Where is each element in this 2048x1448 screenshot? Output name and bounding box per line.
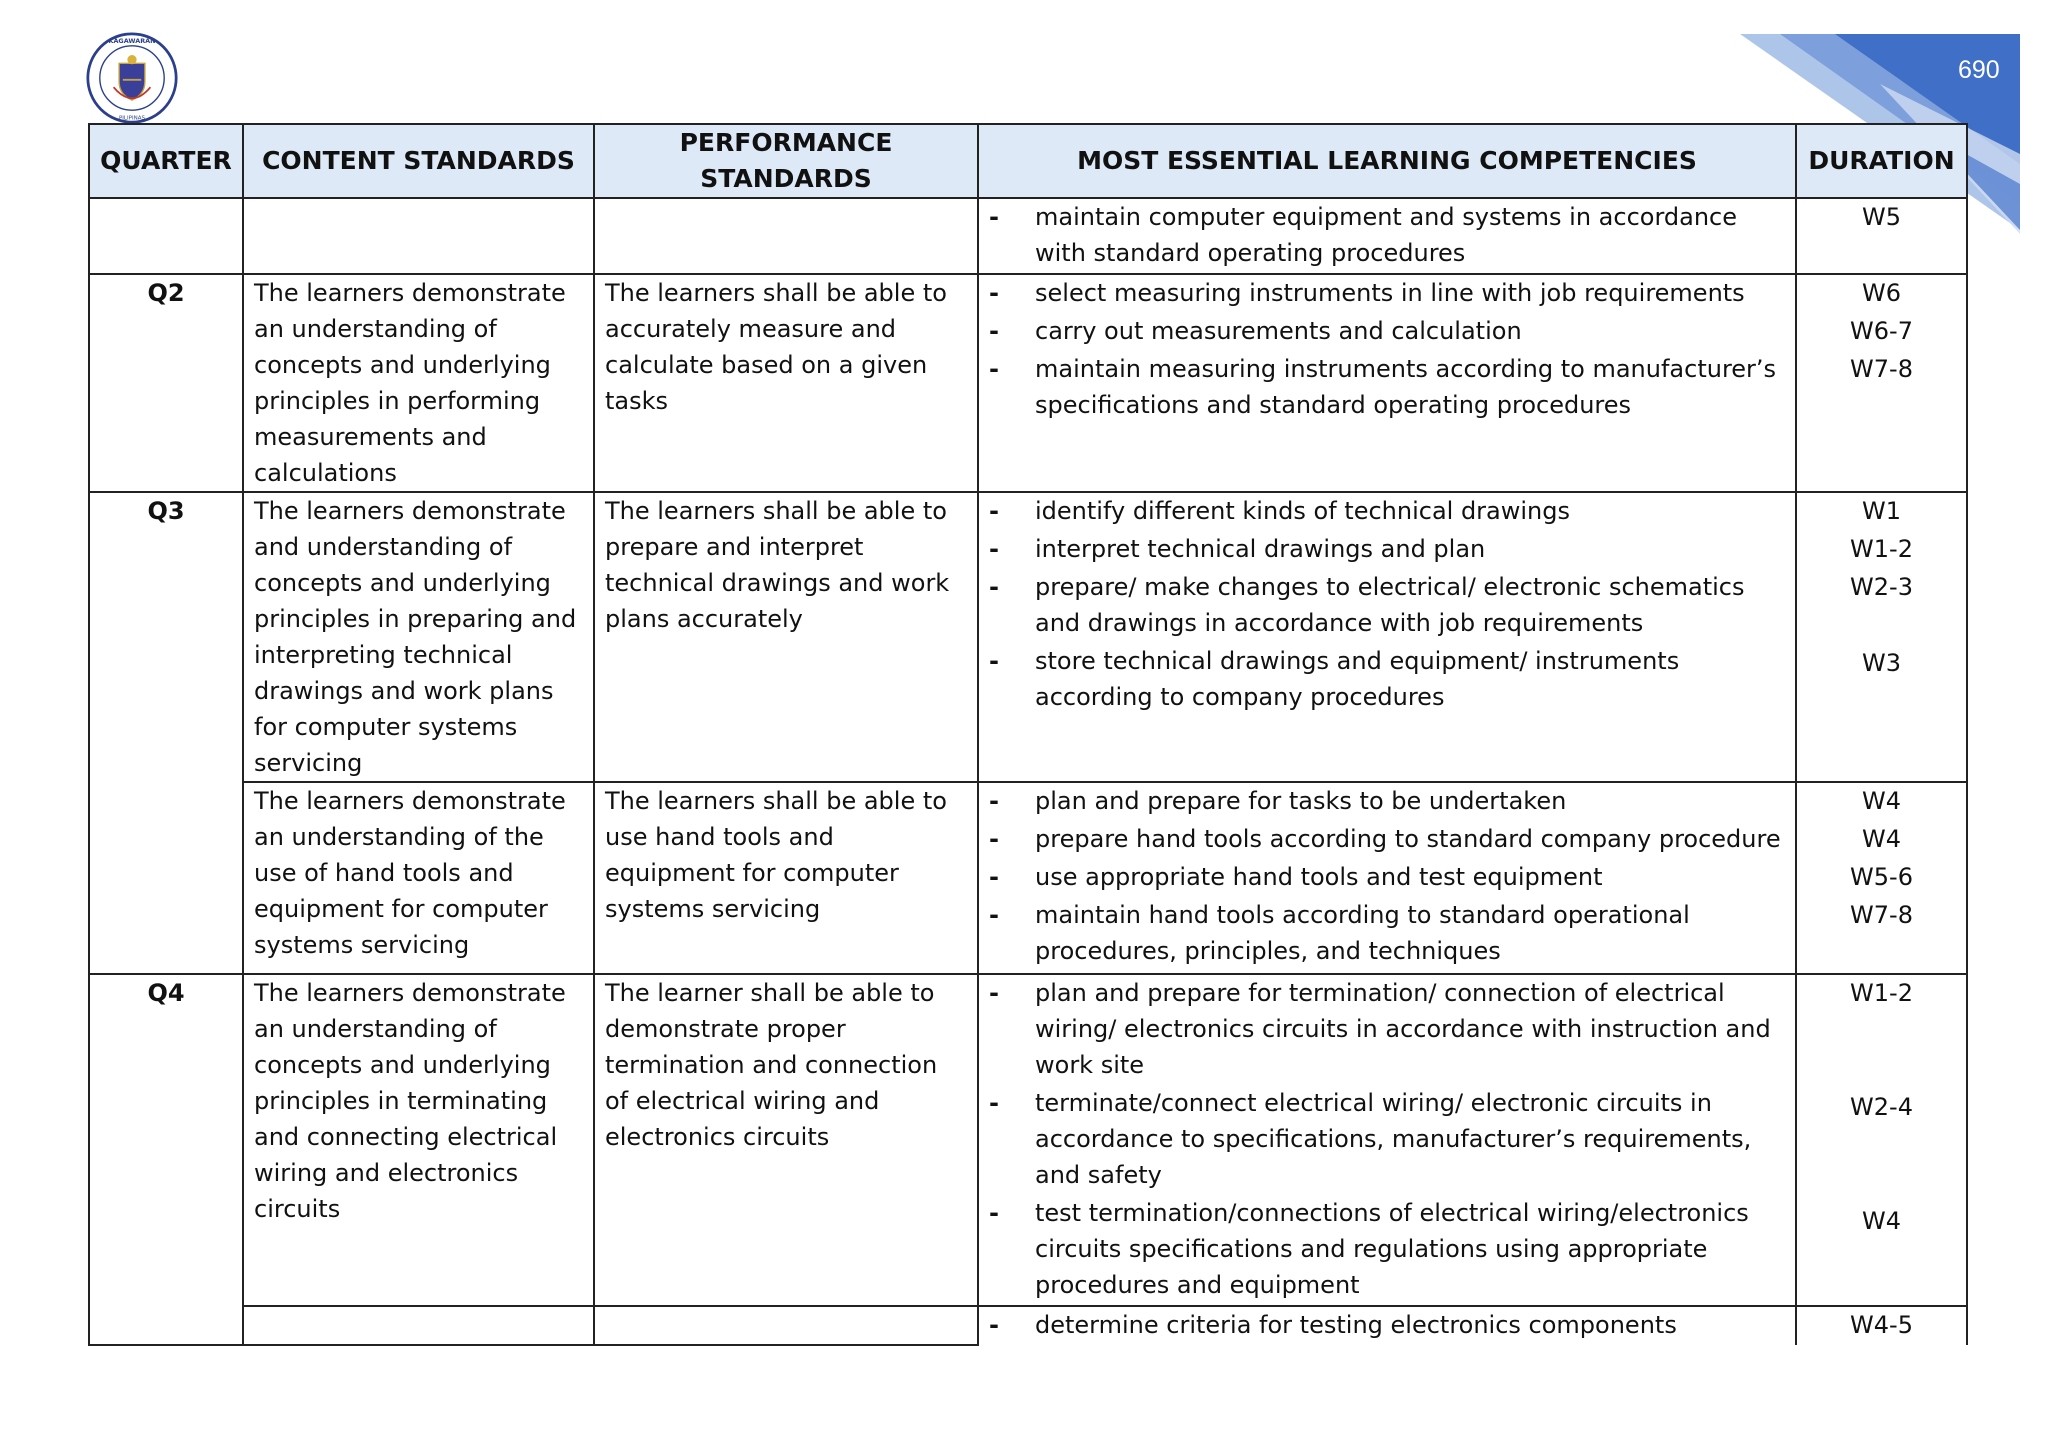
duration-value: W3 bbox=[1862, 649, 1901, 677]
dash-bullet-icon: - bbox=[989, 279, 999, 307]
content-standard-cell: The learners demonstrate an understanding of concepts and underlying principles in terminating and connecting electrical wiring and electronics circuits bbox=[243, 974, 594, 1306]
duration-value: W4 bbox=[1862, 825, 1901, 853]
table-row bbox=[89, 274, 1967, 492]
duration-value: W6 bbox=[1862, 279, 1901, 307]
duration-value: W5 bbox=[1862, 203, 1901, 231]
competency-item: - store technical drawings and equipment/ instruments according to company procedures bbox=[989, 643, 1785, 715]
dash-bullet-icon: - bbox=[989, 1199, 999, 1227]
competency-item: - carry out measurements and calculation bbox=[989, 313, 1785, 349]
duration-value: W7-8 bbox=[1850, 901, 1913, 929]
header-competencies: MOST ESSENTIAL LEARNING COMPETENCIES bbox=[978, 124, 1796, 198]
dash-bullet-icon: - bbox=[989, 203, 999, 231]
content-standard-cell bbox=[243, 1306, 594, 1345]
header-duration: DURATION bbox=[1796, 124, 1967, 198]
duration-value: W1-2 bbox=[1850, 535, 1913, 563]
duration-value: W6-7 bbox=[1850, 317, 1913, 345]
quarter-cell bbox=[89, 198, 243, 274]
competency-item: - use appropriate hand tools and test equipment bbox=[989, 859, 1785, 895]
content-standard-cell: The learners demonstrate and understanding of concepts and underlying principles in preparing and interpreting technical drawings and work plans for computer systems servicing bbox=[243, 492, 594, 782]
page-number: 690 bbox=[1958, 56, 2000, 84]
dash-bullet-icon: - bbox=[989, 901, 999, 929]
quarter-cell: Q4 bbox=[89, 974, 243, 1345]
competency-item: - plan and prepare for termination/ connection of electrical wiring/ electronics circuits in accordance with instruction and work site bbox=[989, 975, 1785, 1083]
competency-item: - select measuring instruments in line with job requirements bbox=[989, 275, 1785, 311]
competency-item: - maintain hand tools according to standard operational procedures, principles, and techniques bbox=[989, 897, 1785, 969]
performance-standard-cell: The learners shall be able to accurately measure and calculate based on a given tasks bbox=[594, 274, 978, 492]
competency-item: - terminate/connect electrical wiring/ electronic circuits in accordance to specifications, manufacturer’s requirements, and safety bbox=[989, 1085, 1785, 1193]
competency-item: - test termination/connections of electrical wiring/electronics circuits specifications and regulations using appropriate procedures and equipment bbox=[989, 1195, 1785, 1303]
dash-bullet-icon: - bbox=[989, 573, 999, 601]
competencies-cell bbox=[978, 198, 1796, 274]
header-content-standards: CONTENT STANDARDS bbox=[243, 124, 594, 198]
dash-bullet-icon: - bbox=[989, 317, 999, 345]
duration-value: W4-5 bbox=[1850, 1311, 1913, 1339]
dash-bullet-icon: - bbox=[989, 1311, 999, 1339]
dash-bullet-icon: - bbox=[989, 1089, 999, 1117]
duration-value: W5-6 bbox=[1850, 863, 1913, 891]
content-standard-cell bbox=[243, 198, 594, 274]
header-performance-standards: PERFORMANCE STANDARDS bbox=[594, 124, 978, 198]
dash-bullet-icon: - bbox=[989, 535, 999, 563]
table-header-row bbox=[89, 124, 1967, 198]
melc-table bbox=[88, 123, 1968, 1346]
performance-standard-cell: The learners shall be able to use hand tools and equipment for computer systems servicing bbox=[594, 782, 978, 974]
duration-value: W2-4 bbox=[1850, 1093, 1913, 1121]
quarter-cell: Q2 bbox=[89, 274, 243, 492]
table-row bbox=[89, 492, 1967, 782]
competency-item: - interpret technical drawings and plan bbox=[989, 531, 1785, 567]
dash-bullet-icon: - bbox=[989, 787, 999, 815]
dash-bullet-icon: - bbox=[989, 355, 999, 383]
table-row bbox=[89, 974, 1967, 1306]
competency-item: - determine criteria for testing electronics components bbox=[989, 1307, 1785, 1343]
competency-item: - prepare hand tools according to standard company procedure bbox=[989, 821, 1785, 857]
competencies-cell bbox=[978, 274, 1796, 492]
table-row bbox=[89, 198, 1967, 274]
competency-item: - identify different kinds of technical drawings bbox=[989, 493, 1785, 529]
duration-value: W7-8 bbox=[1850, 355, 1913, 383]
content-standard-cell: The learners demonstrate an understanding of concepts and underlying principles in performing measurements and calculations bbox=[243, 274, 594, 492]
content-standard-cell: The learners demonstrate an understanding of the use of hand tools and equipment for computer systems servicing bbox=[243, 782, 594, 974]
performance-standard-cell: The learner shall be able to demonstrate proper termination and connection of electrical wiring and electronics circuits bbox=[594, 974, 978, 1306]
deped-seal-logo bbox=[86, 32, 178, 124]
performance-standard-cell bbox=[594, 198, 978, 274]
table-row bbox=[89, 1306, 1967, 1345]
duration-value: W1 bbox=[1862, 497, 1901, 525]
duration-value: W4 bbox=[1862, 787, 1901, 815]
dash-bullet-icon: - bbox=[989, 979, 999, 1007]
duration-value: W2-3 bbox=[1850, 573, 1913, 601]
dash-bullet-icon: - bbox=[989, 497, 999, 525]
performance-standard-cell bbox=[594, 1306, 978, 1345]
competency-item: - maintain computer equipment and systems in accordance with standard operating procedures bbox=[989, 199, 1785, 271]
dash-bullet-icon: - bbox=[989, 863, 999, 891]
duration-value: W4 bbox=[1862, 1207, 1901, 1235]
duration-value: W1-2 bbox=[1850, 979, 1913, 1007]
header-quarter: QUARTER bbox=[89, 124, 243, 198]
duration-cell bbox=[1796, 782, 1967, 974]
duration-cell bbox=[1796, 1306, 1967, 1345]
duration-cell bbox=[1796, 492, 1967, 782]
dash-bullet-icon: - bbox=[989, 647, 999, 675]
performance-standard-cell: The learners shall be able to prepare and interpret technical drawings and work plans accurately bbox=[594, 492, 978, 782]
svg-text:PILIPINAS: PILIPINAS bbox=[118, 115, 146, 122]
competency-item: - prepare/ make changes to electrical/ electronic schematics and drawings in accordance with job requirements bbox=[989, 569, 1785, 641]
competencies-cell bbox=[978, 782, 1796, 974]
dash-bullet-icon: - bbox=[989, 825, 999, 853]
competencies-cell bbox=[978, 1306, 1796, 1345]
competencies-cell bbox=[978, 974, 1796, 1306]
duration-cell bbox=[1796, 274, 1967, 492]
competency-item: - maintain measuring instruments according to manufacturer’s specifications and standard operating procedures bbox=[989, 351, 1785, 423]
svg-text:KAGAWARAN: KAGAWARAN bbox=[108, 37, 156, 46]
quarter-cell: Q3 bbox=[89, 492, 243, 974]
competencies-cell bbox=[978, 492, 1796, 782]
duration-cell bbox=[1796, 974, 1967, 1306]
table-row bbox=[89, 782, 1967, 974]
duration-cell bbox=[1796, 198, 1967, 274]
competency-item: - plan and prepare for tasks to be undertaken bbox=[989, 783, 1785, 819]
